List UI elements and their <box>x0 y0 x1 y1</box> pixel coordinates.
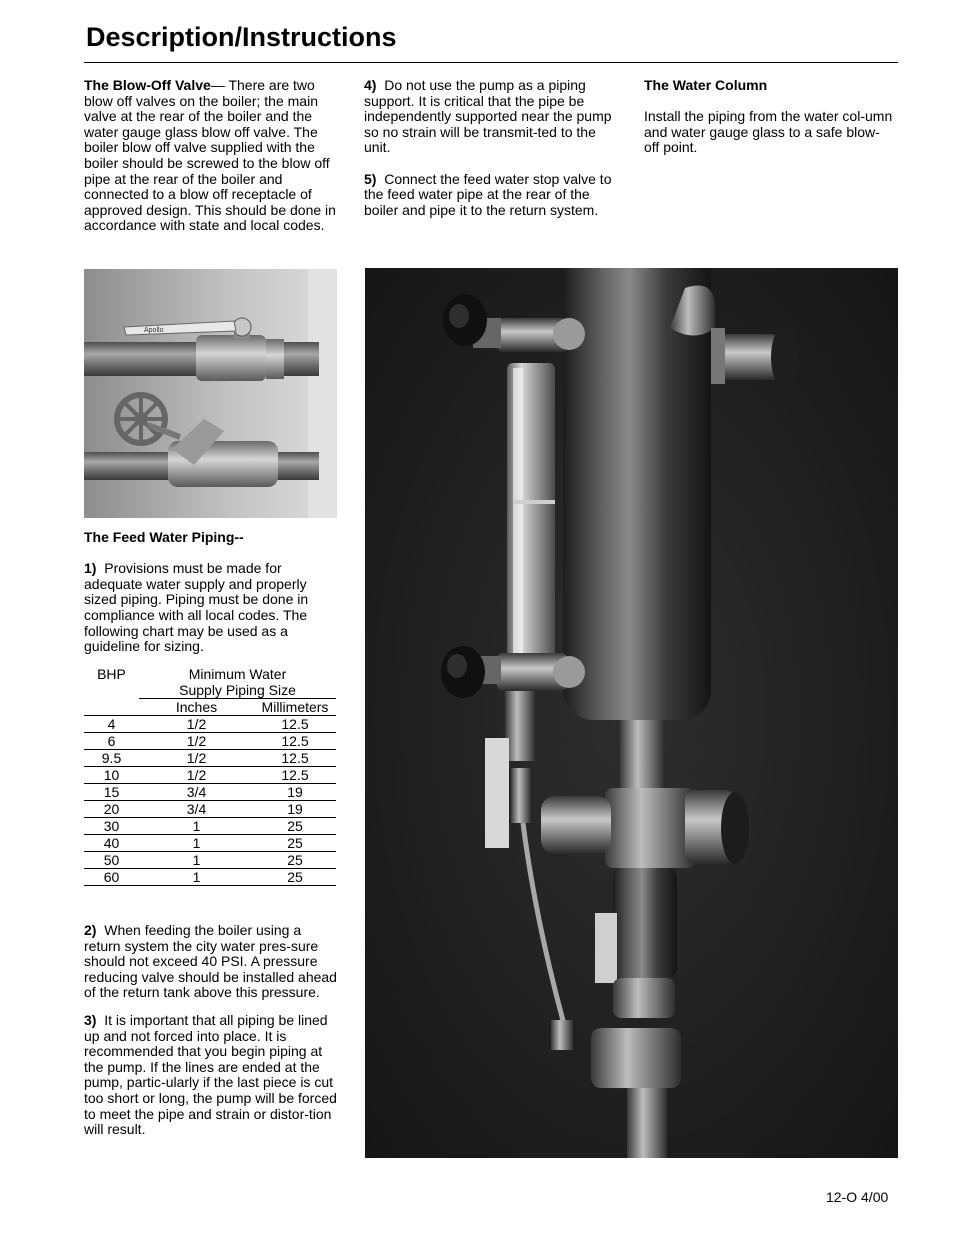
table-row <box>84 852 336 869</box>
cell-inches: 1/2 <box>139 733 254 750</box>
table-row <box>84 750 336 767</box>
cell-bhp: 15 <box>84 784 139 801</box>
feed-water-heading: The Feed Water Piping-- <box>84 529 244 545</box>
table-row <box>84 767 336 784</box>
item1-number: 1) <box>84 560 97 577</box>
item4-text: Do not use the pump as a piping support. It is critical that the pipe be independently supported near the pump so no strain will be transmit-ted to the unit. <box>364 77 612 156</box>
col-group-header-line2: Supply Piping Size <box>139 682 336 699</box>
item3-text: It is important that all piping be lined up and not forced into place. It is recommended that you begin piping at the pump. If the lines are ended at the pump, partic-ularly if the last piece is cut too short or long, the pump will be forced to meet the pipe and strain or distor-tion will result. <box>84 1011 337 1138</box>
item5-number: 5) <box>364 170 377 187</box>
cell-bhp: 9.5 <box>84 750 139 767</box>
water-column-photo <box>365 268 898 1158</box>
cell-mm: 12.5 <box>254 767 336 784</box>
table-row <box>84 869 336 886</box>
table-row <box>84 716 336 733</box>
blowoff-heading: The Blow-Off Valve <box>84 77 211 93</box>
item3-number: 3) <box>84 1011 97 1028</box>
page-footer: 12-O 4/00 <box>826 1189 889 1205</box>
cell-mm: 19 <box>254 784 336 801</box>
item5-text: Connect the feed water stop valve to the feed water pipe at the rear of the boiler and pipe it to the return system. <box>364 170 612 218</box>
item4-number: 4) <box>364 77 377 93</box>
cell-mm: 25 <box>254 852 336 869</box>
item2-text: When feeding the boiler using a return system the city water pres-sure should not exceed 40 PSI. A pressure reducing valve should be installed ahead of the return tank above this pressure. <box>84 922 337 1001</box>
cell-mm: 12.5 <box>254 716 336 733</box>
cell-bhp: 10 <box>84 767 139 784</box>
cell-inches: 1/2 <box>139 716 254 733</box>
col-header-mm: Millimeters <box>254 699 336 716</box>
cell-bhp: 60 <box>84 869 139 886</box>
piping-size-table <box>84 666 336 886</box>
table-row <box>84 818 336 835</box>
col-header-inches: Inches <box>139 699 254 716</box>
col-header-bhp: BHP <box>97 666 126 682</box>
cell-bhp: 40 <box>84 835 139 852</box>
cell-inches: 1/2 <box>139 767 254 784</box>
water-column-text: Install the piping from the water col-umn and water gauge glass to a safe blow-off point. <box>644 108 893 156</box>
water-column-section <box>644 78 894 156</box>
cell-inches: 3/4 <box>139 784 254 801</box>
cell-bhp: 6 <box>84 733 139 750</box>
cell-mm: 25 <box>254 869 336 886</box>
page-title: Description/Instructions <box>86 22 397 52</box>
cell-bhp: 50 <box>84 852 139 869</box>
blowoff-section <box>84 78 339 234</box>
cell-inches: 3/4 <box>139 801 254 818</box>
cell-bhp: 4 <box>84 716 139 733</box>
cell-inches: 1 <box>139 852 254 869</box>
item1-text: Provisions must be made for adequate water supply and properly sized piping. Piping must be done in compliance with all local codes. The following chart may be used as a guideline for sizing. <box>84 560 309 655</box>
feed-water-items-2-3 <box>84 923 339 1138</box>
cell-bhp: 20 <box>84 801 139 818</box>
table-row <box>84 733 336 750</box>
cell-mm: 25 <box>254 835 336 852</box>
cell-mm: 12.5 <box>254 733 336 750</box>
cell-mm: 19 <box>254 801 336 818</box>
table-row <box>84 835 336 852</box>
blowoff-valves-photo <box>84 269 337 518</box>
cell-inches: 1 <box>139 835 254 852</box>
cell-mm: 12.5 <box>254 750 336 767</box>
valve-handle-brand: Apollo <box>144 327 164 334</box>
cell-inches: 1 <box>139 869 254 886</box>
table-row <box>84 784 336 801</box>
item2-number: 2) <box>84 922 97 938</box>
cell-mm: 25 <box>254 818 336 835</box>
cell-bhp: 30 <box>84 818 139 835</box>
cell-inches: 1 <box>139 818 254 835</box>
cell-inches: 1/2 <box>139 750 254 767</box>
title-rule <box>84 62 898 63</box>
col-group-header-line1: Minimum Water <box>188 666 287 682</box>
middle-top-section <box>364 78 618 218</box>
water-column-heading: The Water Column <box>644 77 768 93</box>
blowoff-text: — There are two blow off valves on the boiler; the main valve at the rear of the boiler and the water gauge glass blow off valve. The boiler blow off valve supplied with the boiler should be screwed to the blow off pipe at the rear of the boiler and connected to a blow off receptacle of approved design. This should be done in accordance with state and local codes. <box>84 77 336 234</box>
table-row <box>84 801 336 818</box>
feed-water-section <box>84 530 339 655</box>
